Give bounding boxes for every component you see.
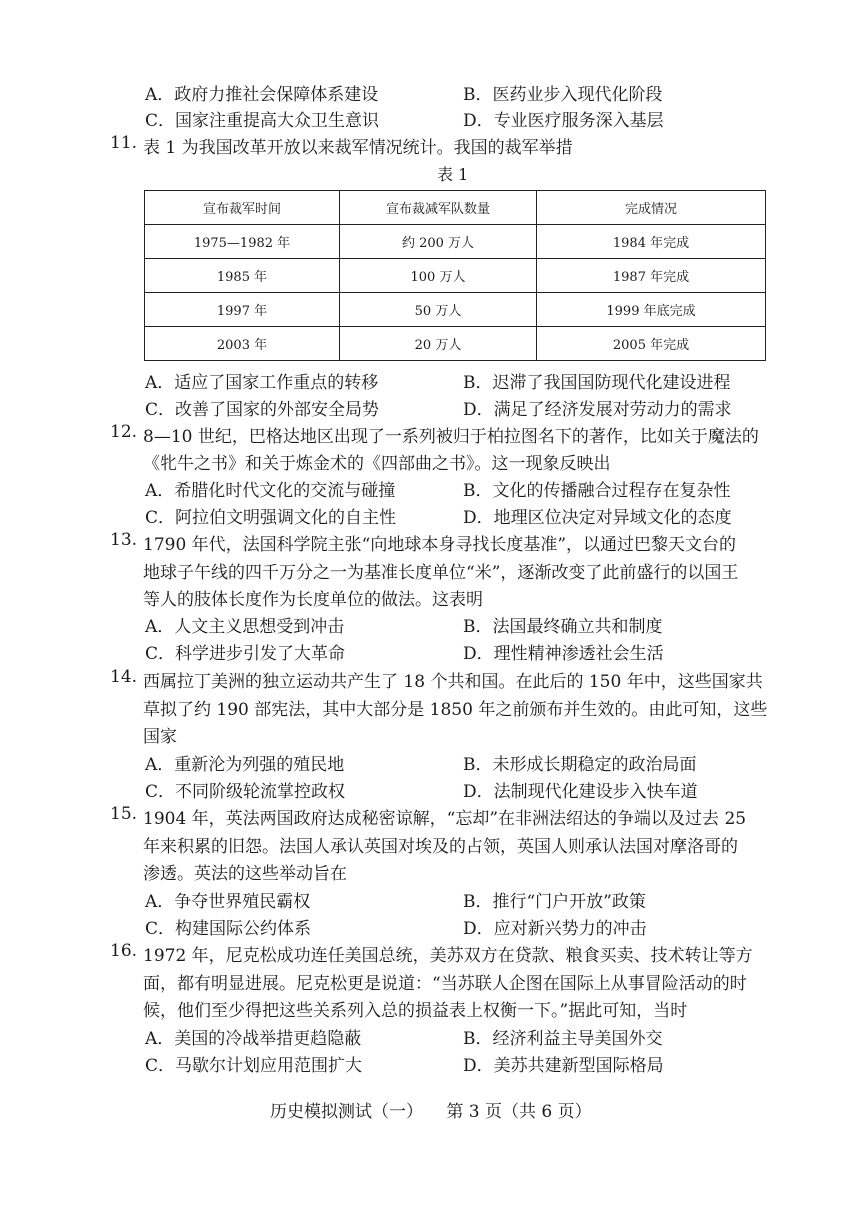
q12-option-b: B．文化的传播融合过程存在复杂性 xyxy=(463,481,731,501)
table-cell: 20 万人 xyxy=(340,327,537,361)
q11-option-b: B．迟滞了我国国防现代化建设进程 xyxy=(463,373,731,393)
q15-option-c: C．构建国际公约体系 xyxy=(145,919,312,939)
q16-number: 16. xyxy=(110,941,138,961)
q12-option-c: C．阿拉伯文明强调文化的自主性 xyxy=(145,508,397,528)
q15-stem-line-1: 1904 年，英法两国政府达成秘密谅解，“忘却”在非洲法绍达的争端以及过去 25 xyxy=(143,809,747,829)
table-header-cell: 宣布裁军时间 xyxy=(145,191,340,225)
q10-option-b: B．医药业步入现代化阶段 xyxy=(463,85,663,105)
page-footer xyxy=(270,1097,610,1122)
q14-option-b: B．未形成长期稳定的政治局面 xyxy=(463,755,697,775)
table-row xyxy=(145,225,766,259)
q10-option-a: A．政府力推社会保障体系建设 xyxy=(145,85,379,105)
table-caption: 表 1 xyxy=(437,165,469,184)
q16-stem-line-1: 1972 年，尼克松成功连任美国总统，美苏双方在贷款、粮食买卖、技术转让等方 xyxy=(143,946,753,966)
q11-option-d: D．满足了经济发展对劳动力的需求 xyxy=(463,400,732,420)
q10-option-d: D．专业医疗服务深入基层 xyxy=(463,111,664,131)
q12-stem-line-2: 《牝牛之书》和关于炼金术的《四部曲之书》。这一现象反映出 xyxy=(143,454,611,474)
table-cell: 100 万人 xyxy=(340,259,537,293)
q12-number: 12. xyxy=(110,422,138,442)
q11-stem: 表 1 为我国改革开放以来裁军情况统计。我国的裁军举措 xyxy=(143,138,573,158)
q14-option-d: D．法制现代化建设步入快车道 xyxy=(463,782,698,802)
q14-number: 14. xyxy=(110,667,138,687)
table-cell: 2005 年完成 xyxy=(537,327,766,361)
table-cell: 1999 年底完成 xyxy=(537,293,766,327)
q14-stem-line-3: 国家 xyxy=(143,727,177,747)
q16-option-b: B．经济利益主导美国外交 xyxy=(463,1029,663,1049)
q13-number: 13. xyxy=(110,530,138,550)
table-cell: 1984 年完成 xyxy=(537,225,766,259)
q13-stem-line-3: 等人的肢体长度作为长度单位的做法。这表明 xyxy=(143,590,483,610)
q12-option-d: D．地理区位决定对异域文化的态度 xyxy=(463,508,732,528)
table-header-cell: 完成情况 xyxy=(537,191,766,225)
q10-option-c: C．国家注重提高大众卫生意识 xyxy=(145,111,380,131)
table-row xyxy=(145,259,766,293)
q16-option-c: C．马歇尔计划应用范围扩大 xyxy=(145,1056,363,1076)
q13-option-d: D．理性精神渗透社会生活 xyxy=(463,644,664,664)
q14-stem-line-2: 草拟了约 190 部宪法，其中大部分是 1850 年之前颁布并生效的。由此可知，这些 xyxy=(143,700,768,720)
q13-option-c: C．科学进步引发了大革命 xyxy=(145,644,346,664)
q12-stem-line-1: 8—10 世纪，巴格达地区出现了一系列被归于柏拉图名下的著作，比如关于魔法的 xyxy=(143,427,759,447)
q13-stem-line-2: 地球子午线的四千万分之一为基准长度单位“米”，逐渐改变了此前盛行的以国王 xyxy=(143,563,739,583)
q13-option-a: A．人文主义思想受到冲击 xyxy=(145,617,345,637)
q16-stem-line-3: 候，他们至少得把这些关系列入总的损益表上权衡一下。”据此可知，当时 xyxy=(143,1001,688,1021)
q11-option-c: C．改善了国家的外部安全局势 xyxy=(145,400,380,420)
q14-stem-line-1: 西属拉丁美洲的独立运动共产生了 18 个共和国。在此后的 150 年中，这些国家共 xyxy=(143,672,763,692)
q16-stem-line-2: 面，都有明显进展。尼克松更是说道：“当苏联人企图在国际上从事冒险活动的时 xyxy=(143,974,747,994)
q12-option-a: A．希腊化时代文化的交流与碰撞 xyxy=(145,481,396,501)
disarmament-table xyxy=(144,190,766,361)
table-row xyxy=(145,293,766,327)
table-cell: 1975—1982 年 xyxy=(145,225,340,259)
table-cell: 2003 年 xyxy=(145,327,340,361)
footer-page-number: 第 3 页（共 6 页） xyxy=(446,1102,592,1122)
table-header-row xyxy=(145,191,766,225)
q14-option-c: C．不同阶级轮流掌控政权 xyxy=(145,782,346,802)
q13-stem-line-1: 1790 年代，法国科学院主张“向地球本身寻找长度基准”，以通过巴黎天文台的 xyxy=(143,535,737,555)
table-cell: 1987 年完成 xyxy=(537,259,766,293)
q14-option-a: A．重新沦为列强的殖民地 xyxy=(145,755,345,775)
q15-stem-line-3: 渗透。英法的这些举动旨在 xyxy=(143,864,347,884)
table-cell: 1985 年 xyxy=(145,259,340,293)
table-cell: 1997 年 xyxy=(145,293,340,327)
table-header-cell: 宣布裁减军队数量 xyxy=(340,191,537,225)
q15-stem-line-2: 年来积累的旧怨。法国人承认英国对埃及的占领，英国人则承认法国对摩洛哥的 xyxy=(143,837,738,857)
table-cell: 50 万人 xyxy=(340,293,537,327)
q13-option-b: B．法国最终确立共和制度 xyxy=(463,617,663,637)
q15-number: 15. xyxy=(110,804,138,824)
q15-option-d: D．应对新兴势力的冲击 xyxy=(463,919,647,939)
q15-option-b: B．推行“门户开放”政策 xyxy=(463,892,646,912)
table-row xyxy=(145,327,766,361)
table-cell: 约 200 万人 xyxy=(340,225,537,259)
footer-subject: 历史模拟测试（一） xyxy=(270,1102,423,1122)
q11-number: 11. xyxy=(110,133,138,153)
q16-option-a: A．美国的冷战举措更趋隐蔽 xyxy=(145,1029,362,1049)
q16-option-d: D．美苏共建新型国际格局 xyxy=(463,1056,664,1076)
q15-option-a: A．争夺世界殖民霸权 xyxy=(145,892,311,912)
q11-option-a: A．适应了国家工作重点的转移 xyxy=(145,373,379,393)
